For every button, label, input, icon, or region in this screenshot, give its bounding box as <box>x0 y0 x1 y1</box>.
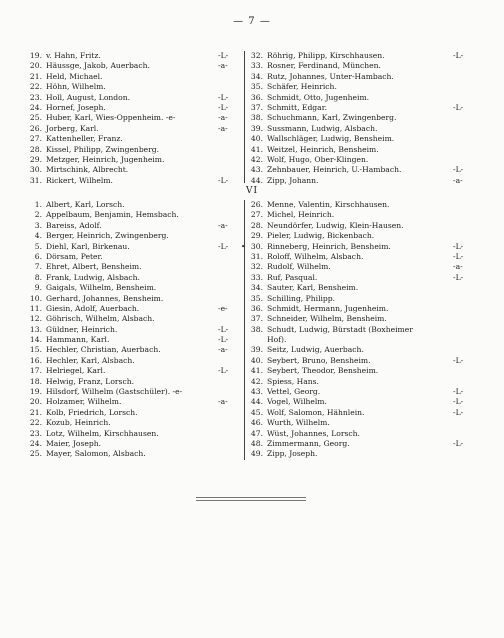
entry-name: Ehret, Albert, Bensheim. <box>46 262 142 272</box>
entry-number: 8. <box>34 272 42 282</box>
entry-number: 31. <box>250 251 263 261</box>
entry-name: Frank, Ludwig, Alsbach. <box>46 272 140 282</box>
list-item <box>28 134 242 144</box>
entry-name: Schmitt, Edgar. <box>267 102 327 112</box>
list-item <box>28 283 242 293</box>
entry-number: 36. <box>250 92 263 102</box>
entry-name: Vettel, Georg. <box>267 387 321 397</box>
entry-name: Schudt, Ludwig, Bürstadt (Boxheimer <box>267 324 413 334</box>
list-item <box>245 366 469 376</box>
list-item <box>245 294 469 304</box>
entry-name: Göhrisch, Wilhelm, Alsbach. <box>46 314 155 324</box>
entry-name: Helwig, Franz, Lorsch. <box>46 376 135 386</box>
entry-number: 44. <box>250 397 263 407</box>
entry-name: Gerhard, Johannes, Bensheim. <box>46 293 164 303</box>
entry-number: 34. <box>250 283 263 293</box>
entry-number: 35. <box>250 293 263 303</box>
list-item <box>28 210 242 220</box>
entry-number: 26. <box>250 200 263 209</box>
list-item <box>245 262 469 272</box>
entry-number: 23. <box>29 92 42 102</box>
list-item <box>28 418 242 428</box>
entry-name: Hilsdorf, Wilhelm (Gastschüler). -e- <box>46 387 183 397</box>
entry-name: Hechler, Karl, Alsbach. <box>46 355 135 365</box>
list-item <box>245 210 469 220</box>
entry-name: Albert, Karl, Lorsch. <box>46 200 125 209</box>
list-item <box>245 356 469 366</box>
entry-number: 24. <box>29 102 42 112</box>
list-item <box>28 377 242 387</box>
entry-mark: -L- <box>218 366 229 376</box>
entry-number: 22. <box>29 82 42 92</box>
list-item <box>241 241 469 252</box>
entry-number: 47. <box>250 428 263 438</box>
entry-name: Schilling, Philipp. <box>267 293 336 303</box>
list-item <box>245 200 469 210</box>
entry-name: Kissel, Philipp, Zwingenberg. <box>46 144 160 154</box>
entry-name: Wüst, Johannes, Lorsch. <box>267 428 360 438</box>
entry-number: 3. <box>34 220 42 230</box>
entry-name: Pieler, Ludwig, Bickenbach. <box>267 231 375 241</box>
entry-number: 41. <box>250 366 263 376</box>
list-item <box>245 176 469 186</box>
entry-mark: -L- <box>218 335 229 345</box>
entry-name: Rudolf, Wilhelm. <box>267 262 331 272</box>
list-item <box>245 408 469 418</box>
list-item <box>245 165 469 175</box>
list-item <box>28 366 242 376</box>
list-item <box>28 345 242 355</box>
entry-mark: -L- <box>453 438 464 448</box>
entry-mark: -L- <box>453 355 464 365</box>
entry-number: 37. <box>250 314 263 324</box>
list-item <box>245 113 469 123</box>
list-item <box>245 231 469 241</box>
entry-name: Kozub, Heinrich. <box>46 418 111 428</box>
entry-number: 17. <box>29 366 42 376</box>
list-item <box>245 439 469 449</box>
entry-name: Häussge, Jakob, Auerbach. <box>46 61 150 71</box>
list-item <box>28 145 242 155</box>
entry-name: Zipp, Johann. <box>267 175 319 185</box>
entry-number: 6. <box>34 251 42 261</box>
entry-number: 21. <box>29 71 42 81</box>
lower-roster-table <box>28 200 468 462</box>
entry-number: 42. <box>250 154 263 164</box>
entry-name: Weitzel, Heinrich, Bensheim. <box>267 144 379 154</box>
list-item <box>245 345 469 355</box>
entry-name: Lotz, Wilhelm, Kirschhausen. <box>46 428 159 438</box>
entry-name: Spiess, Hans. <box>267 376 319 386</box>
list-item <box>28 397 242 407</box>
list-item <box>28 408 242 418</box>
entry-name: Sussmann, Ludwig, Alsbach. <box>267 123 378 133</box>
entry-name: Huber, Karl, Wies-Oppenheim. -e- <box>46 113 176 123</box>
entry-number: 46. <box>250 418 263 428</box>
entry-name: Neundörfer, Ludwig, Klein-Hausen. <box>267 220 404 230</box>
entry-name: Bareiss, Adolf. <box>46 220 102 230</box>
entry-number: 29. <box>250 231 263 241</box>
upper-left-column <box>28 51 242 186</box>
entry-name: Maier, Joseph. <box>46 438 102 448</box>
list-item <box>28 165 242 175</box>
entry-name: Gaigals, Wilhelm, Bensheim. <box>46 283 157 293</box>
list-item <box>28 335 242 345</box>
entry-number: 40. <box>250 134 263 144</box>
list-item <box>245 397 469 407</box>
entry-number: 13. <box>29 324 42 334</box>
entry-name: Diehl, Karl, Birkenau. <box>46 241 130 251</box>
entry-name: Kattenheller, Franz. <box>46 134 123 144</box>
entry-name: Röhrig, Philipp, Kirschhausen. <box>267 51 385 60</box>
entry-name: Wallschläger, Ludwig, Bensheim. <box>267 134 395 144</box>
list-item <box>245 134 469 144</box>
list-item <box>28 262 242 272</box>
entry-name: Hechler, Christian, Auerbach. <box>46 345 161 355</box>
list-item <box>28 304 242 314</box>
entry-mark: -L- <box>453 272 464 282</box>
entry-name: Wurth, Wilhelm. <box>267 418 330 428</box>
list-item <box>28 387 242 397</box>
entry-number: 25. <box>29 113 42 123</box>
entry-mark: -a- <box>218 345 228 355</box>
entry-number: 22. <box>29 418 42 428</box>
entry-mark: -a- <box>218 123 228 133</box>
list-item <box>28 51 242 61</box>
entry-mark: -a- <box>453 262 463 272</box>
entry-mark: -a- <box>218 220 228 230</box>
entry-number: 38. <box>250 113 263 123</box>
entry-number: 34. <box>250 71 263 81</box>
entry-name: Rinneberg, Heinrich, Bensheim. <box>267 241 391 251</box>
list-item <box>245 51 469 61</box>
entry-name: Rosner, Ferdinand, München. <box>267 61 381 71</box>
entry-number: 30. <box>29 165 42 175</box>
entry-name: Hammann, Karl. <box>46 335 110 345</box>
entry-number: 14. <box>29 335 42 345</box>
entry-mark: -L- <box>218 92 229 102</box>
entry-mark: -L- <box>453 51 464 60</box>
list-item <box>245 387 469 397</box>
list-item <box>28 273 242 283</box>
entry-number: 49. <box>250 449 263 459</box>
entry-mark: -a- <box>218 61 228 71</box>
list-item <box>28 356 242 366</box>
entry-number: 36. <box>250 303 263 313</box>
entry-name: Schuchmann, Karl, Zwingenberg. <box>267 113 397 123</box>
entry-mark: -a- <box>218 397 228 407</box>
entry-name: Roloff, Wilhelm, Alsbach. <box>267 251 364 261</box>
entry-name: Dörsam, Peter. <box>46 251 103 261</box>
list-item <box>245 429 469 439</box>
lower-right-column <box>241 200 469 460</box>
entry-number: 44. <box>250 175 263 185</box>
list-item <box>245 124 469 134</box>
upper-right-column <box>244 51 469 183</box>
entry-name: Schmidt, Hermann, Jugenheim. <box>267 303 389 313</box>
entry-number: 38. <box>250 324 263 334</box>
entry-number: 45. <box>250 407 263 417</box>
entry-number: 43. <box>250 387 263 397</box>
entry-number: 27. <box>250 210 263 220</box>
list-item <box>28 93 242 103</box>
list-item <box>245 325 469 335</box>
entry-mark: -L- <box>218 175 229 185</box>
entry-mark: -L- <box>453 387 464 397</box>
entry-name: Seitz, Ludwig, Auerbach. <box>267 345 364 355</box>
entry-number: 31. <box>29 175 42 185</box>
entry-name: Zipp, Joseph. <box>267 449 318 459</box>
list-item <box>28 439 242 449</box>
entry-mark: -a- <box>453 175 463 185</box>
entry-number: 29. <box>29 154 42 164</box>
entry-name: Schmidt, Otto, Jugenheim. <box>267 92 370 102</box>
entry-number: 24. <box>29 438 42 448</box>
entry-number: 4. <box>34 231 42 241</box>
entry-number: 16. <box>29 355 42 365</box>
entry-name: Seybert, Theodor, Bensheim. <box>267 366 379 376</box>
list-item <box>245 335 469 345</box>
entry-number: 32. <box>250 51 263 60</box>
entry-name: Menne, Valentin, Kirschhausen. <box>267 200 390 209</box>
bottom-rule-1 <box>196 497 306 498</box>
entry-number: 39. <box>250 123 263 133</box>
list-item <box>28 103 242 113</box>
list-item <box>28 82 242 92</box>
upper-roster-table <box>28 51 468 187</box>
page-number: — 7 — <box>233 16 271 27</box>
list-item <box>245 103 469 113</box>
entry-name: Hornef, Joseph. <box>46 102 106 112</box>
entry-name: Zehnbauer, Heinrich, U.-Hambach. <box>267 165 402 175</box>
entry-number: 27. <box>29 134 42 144</box>
entry-mark: -L- <box>218 102 229 112</box>
entry-name: Helriegel, Karl. <box>46 366 106 376</box>
list-item <box>28 449 242 459</box>
entry-name: Kolb, Friedrich, Lorsch. <box>46 407 138 417</box>
entry-mark: -L- <box>453 251 464 261</box>
entry-name: Sauter, Karl, Bensheim. <box>267 283 359 293</box>
list-item <box>245 155 469 165</box>
list-item <box>245 304 469 314</box>
entry-number: 21. <box>29 407 42 417</box>
entry-name: Wolf, Hugo, Ober-Klingen. <box>267 154 369 164</box>
entry-name: Mirtschink, Albrecht. <box>46 165 129 175</box>
list-item <box>245 61 469 71</box>
entry-number: 30. <box>250 241 263 251</box>
entry-mark: -L- <box>453 102 464 112</box>
entry-number: 32. <box>250 262 263 272</box>
list-item <box>28 252 242 262</box>
entry-name: Holzamer, Wilhelm. <box>46 397 122 407</box>
entry-name: Ruf, Pasqual. <box>267 272 318 282</box>
entry-number: 20. <box>29 61 42 71</box>
entry-number: 19. <box>29 387 42 397</box>
list-item <box>245 283 469 293</box>
list-item <box>28 242 242 252</box>
entry-number: 5. <box>34 241 42 251</box>
entry-name: Schneider, Wilhelm, Bensheim. <box>267 314 387 324</box>
entry-name: Wolf, Salomon, Hähnlein. <box>267 407 365 417</box>
entry-name: Schäfer, Heinrich. <box>267 82 337 92</box>
list-item <box>28 325 242 335</box>
entry-name: Appelbaum, Benjamin, Hemsbach. <box>46 210 179 220</box>
entry-name: Michel, Heinrich. <box>267 210 335 220</box>
list-item <box>28 61 242 71</box>
entry-number: 40. <box>250 355 263 365</box>
list-item <box>28 155 242 165</box>
entry-number: 1. <box>34 200 42 209</box>
entry-name: Hof). <box>267 335 287 345</box>
entry-number: 35. <box>250 82 263 92</box>
entry-name: Höhn, Wilhelm. <box>46 82 106 92</box>
list-item <box>28 294 242 304</box>
entry-name: Rickert, Wilhelm. <box>46 175 113 185</box>
entry-number: 10. <box>29 293 42 303</box>
entry-name: Vogel, Wilhelm. <box>267 397 327 407</box>
entry-name: Güldner, Heinrich. <box>46 324 118 334</box>
entry-mark: -e- <box>218 303 228 313</box>
list-item <box>28 221 242 231</box>
entry-number: 28. <box>250 220 263 230</box>
entry-number: 20. <box>29 397 42 407</box>
entry-number: 43. <box>250 165 263 175</box>
entry-number: 33. <box>250 272 263 282</box>
entry-number: 41. <box>250 144 263 154</box>
entry-name: Mayer, Salomon, Alsbach. <box>46 449 146 459</box>
entry-number: 19. <box>29 51 42 60</box>
entry-name: Rutz, Johannes, Unter-Hambach. <box>267 71 394 81</box>
entry-name: Holl, August, London. <box>46 92 131 102</box>
entry-mark: -L- <box>218 241 229 251</box>
list-item <box>245 221 469 231</box>
list-item <box>28 231 242 241</box>
entry-number: 9. <box>34 283 42 293</box>
entry-mark: -L- <box>218 51 229 60</box>
list-item <box>28 200 242 210</box>
entry-number: 25. <box>29 449 42 459</box>
entry-name: Jorberg, Karl. <box>46 123 99 133</box>
list-item <box>28 314 242 324</box>
bottom-rule-2 <box>196 500 306 501</box>
list-item <box>28 113 242 123</box>
entry-mark: -L- <box>453 407 464 417</box>
list-item <box>245 93 469 103</box>
list-item <box>28 429 242 439</box>
list-bullet: • <box>241 242 246 251</box>
entry-number: 39. <box>250 345 263 355</box>
entry-number: 42. <box>250 376 263 386</box>
entry-number: 7. <box>34 262 42 272</box>
list-item <box>245 314 469 324</box>
entry-name: Seybert, Bruno, Bensheim. <box>267 355 371 365</box>
entry-number: 23. <box>29 428 42 438</box>
list-item <box>245 252 469 262</box>
entry-mark: -L- <box>453 397 464 407</box>
list-item <box>245 82 469 92</box>
entry-number: 11. <box>29 303 42 313</box>
entry-number: 12. <box>29 314 42 324</box>
entry-number: 28. <box>29 144 42 154</box>
entry-number: 2. <box>34 210 42 220</box>
list-item <box>245 449 469 459</box>
section-heading: VI <box>245 186 259 196</box>
entry-number: 15. <box>29 345 42 355</box>
list-item <box>245 418 469 428</box>
entry-number: 48. <box>250 438 263 448</box>
entry-name: Held, Michael. <box>46 71 103 81</box>
entry-number: 26. <box>29 123 42 133</box>
entry-mark: -a- <box>218 113 228 123</box>
entry-number: 18. <box>29 376 42 386</box>
entry-mark: -L- <box>453 241 464 251</box>
entry-mark: -L- <box>218 324 229 334</box>
entry-mark: -L- <box>453 165 464 175</box>
list-item <box>245 72 469 82</box>
entry-name: Giesin, Adolf, Auerbach. <box>46 303 140 313</box>
list-item <box>245 273 469 283</box>
entry-name: Berger, Heinrich, Zwingenberg. <box>46 231 169 241</box>
entry-name: Zimmermann, Georg. <box>267 438 350 448</box>
list-item <box>245 377 469 387</box>
list-item <box>28 72 242 82</box>
list-item <box>28 124 242 134</box>
list-item <box>28 176 242 186</box>
entry-name: Metzger, Heinrich, Jugenheim. <box>46 154 165 164</box>
entry-number: 37. <box>250 102 263 112</box>
entry-name: v. Hahn, Fritz. <box>46 51 101 60</box>
entry-number: 33. <box>250 61 263 71</box>
lower-left-column <box>28 200 242 460</box>
list-item <box>245 145 469 155</box>
